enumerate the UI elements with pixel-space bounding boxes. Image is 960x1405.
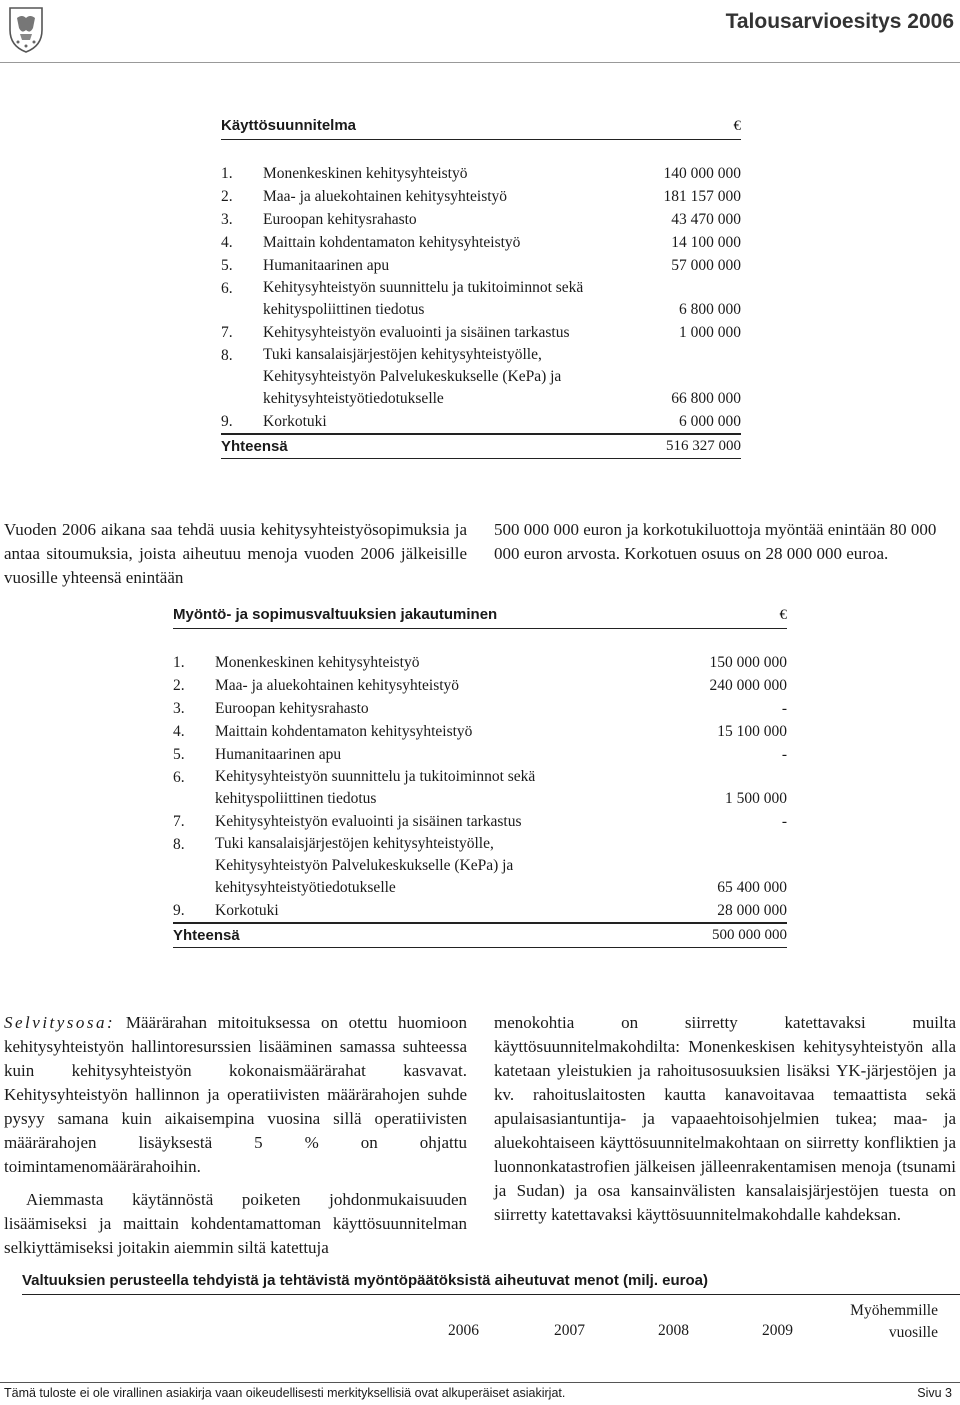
coat-of-arms-logo bbox=[6, 4, 46, 54]
explanation-left-p2: Aiemmasta käytännöstä poiketen johdonmukaisuuden lisäämiseksi ja maittain kohdentamattoman käyttösuunnitelman selkiyttämiseksi joitakin aiemmin siltä katettuja bbox=[4, 1190, 467, 1257]
usage-plan-table bbox=[221, 113, 741, 459]
later-years-column: Myöhemmille vuosille bbox=[850, 1302, 938, 1341]
footer-note: Tämä tuloste ei ole virallinen asiakirja vaan oikeudellisesti merkityksellisiä ovat alkuperäiset asiakirjat. bbox=[4, 1386, 566, 1400]
explanation-label: Selvitysosa: bbox=[4, 1013, 116, 1032]
year-column: 2006 bbox=[448, 1322, 479, 1339]
document-title: Talousarvioesitys 2006 bbox=[725, 10, 954, 33]
commitment-paragraph-left: Vuoden 2006 aikana saa tehdä uusia kehitysyhteistyösopimuksia ja antaa sitoumuksia, joista aiheutuu menoja vuoden 2006 jälkeisille vuosille yhteensä enintään bbox=[4, 520, 467, 587]
year-column: 2009 bbox=[762, 1322, 793, 1339]
table-row: 8. Tuki kansalaisjärjestöjen kehitysyhteistyölle, Kehitysyhteistyön Palvelukeskukselle (KePa) ja kehitysyhteistyötiedotukselle 65 400 000 bbox=[173, 835, 787, 896]
authorization-heading: Myöntö- ja sopimusvaltuuksien jakautuminen bbox=[173, 602, 710, 629]
table-row: 8. Tuki kansalaisjärjestöjen kehitysyhteistyölle, Kehitysyhteistyön Palvelukeskukselle (KePa) ja kehitysyhteistyötiedotukselle 66 800 000 bbox=[221, 346, 741, 407]
header-divider bbox=[0, 62, 960, 63]
authorization-table bbox=[173, 602, 787, 948]
table-row: 7. Kehitysyhteistyön evaluointi ja sisäinen tarkastus 1 000 000 bbox=[221, 324, 741, 341]
page-number: Sivu 3 bbox=[917, 1386, 952, 1400]
table-row: 3. Euroopan kehitysrahasto 43 470 000 bbox=[221, 211, 741, 228]
table-row: 6. Kehitysyhteistyön suunnittelu ja tukitoiminnot sekä kehityspoliittinen tiedotus 1 500 000 bbox=[173, 768, 787, 807]
year-column: 2007 bbox=[554, 1322, 585, 1339]
explanation-right: menokohtia on siirretty katettavaksi muilta käyttösuunnitelmakohdilta: Monenkeskisen kehitysyhteistyön alla katetaan yleistukien ja rahoitusosuuksien lisäksi YK-järjestöjen ja kv. rahoituslaitosten kautta kanavoitavaa temaattista sekä apulaisasiantuntija- ja vapaaehtoisohjelmien tukea; maa- ja aluekohtaiseen käyttösuunnitelmakohtaan on siirretty konfliktien ja luonnonkatastrofien jälkeisen jälleenrakentamisen menoja (tsunami ja Sudan) ja osa kansainvälisten kansalaisjärjestöjen tuesta on siirretty katettavaksi käyttösuunnitelmakohdalle kahdeksan. bbox=[494, 1013, 956, 1224]
explanation-left-p1 bbox=[4, 1011, 467, 1179]
table-row: 2. Maa- ja aluekohtainen kehitysyhteistyö 181 157 000 bbox=[221, 188, 741, 205]
usage-plan-heading: Käyttösuunnitelma bbox=[221, 113, 664, 140]
explanation-text: Määrärahan mitoituksessa on otettu huomioon kehitysyhteistyön hallintoresurssien lisääminen samassa suhteessa kuin kehitysyhteistyön kokonaismäärärahat kasvavat. Kehitysyhteistyön hallinnon ja operatiivisten määrärahojen suhde pysyy samana kuin aikaisempina vuosina sillä operatiivisten määrärahojen lisäyksestä 5 % on ohjattu toimintamenomäärärahoihin. bbox=[4, 1013, 467, 1176]
table-row: 9. Korkotuki 28 000 000 bbox=[173, 902, 787, 919]
table-row: 2. Maa- ja aluekohtainen kehitysyhteistyö 240 000 000 bbox=[173, 677, 787, 694]
total-row: Yhteensä 500 000 000 bbox=[173, 923, 787, 948]
table-row: 1. Monenkeskinen kehitysyhteistyö 150 000 000 bbox=[173, 654, 787, 671]
currency-symbol: € bbox=[664, 113, 742, 140]
table-row: 5. Humanitaarinen apu - bbox=[173, 746, 787, 763]
table-row: 7. Kehitysyhteistyön evaluointi ja sisäinen tarkastus - bbox=[173, 813, 787, 830]
year-column: 2008 bbox=[658, 1322, 689, 1339]
table-row: 4. Maittain kohdentamaton kehitysyhteistyö 15 100 000 bbox=[173, 723, 787, 740]
commitment-paragraph-right: 500 000 000 euron ja korkotukiluottoja myöntää enintään 80 000 000 euron arvosta. Korkotuen osuus on 28 000 000 euroa. bbox=[494, 520, 937, 563]
table-row: 4. Maittain kohdentamaton kehitysyhteistyö 14 100 000 bbox=[221, 234, 741, 251]
heading-divider bbox=[22, 1294, 960, 1295]
table-row: 3. Euroopan kehitysrahasto - bbox=[173, 700, 787, 717]
footer-divider bbox=[0, 1382, 960, 1383]
expenditure-table-heading: Valtuuksien perusteella tehdyistä ja tehtävistä myöntöpäätöksistä aiheutuvat menot (milj. euroa) bbox=[22, 1272, 709, 1289]
table-row: 6. Kehitysyhteistyön suunnittelu ja tukitoiminnot sekä kehityspoliittinen tiedotus 6 800 000 bbox=[221, 279, 741, 318]
total-row: Yhteensä 516 327 000 bbox=[221, 434, 741, 459]
table-row: 5. Humanitaarinen apu 57 000 000 bbox=[221, 257, 741, 274]
currency-symbol: € bbox=[710, 602, 788, 629]
table-row: 1. Monenkeskinen kehitysyhteistyö 140 000 000 bbox=[221, 165, 741, 182]
table-row: 9. Korkotuki 6 000 000 bbox=[221, 413, 741, 430]
